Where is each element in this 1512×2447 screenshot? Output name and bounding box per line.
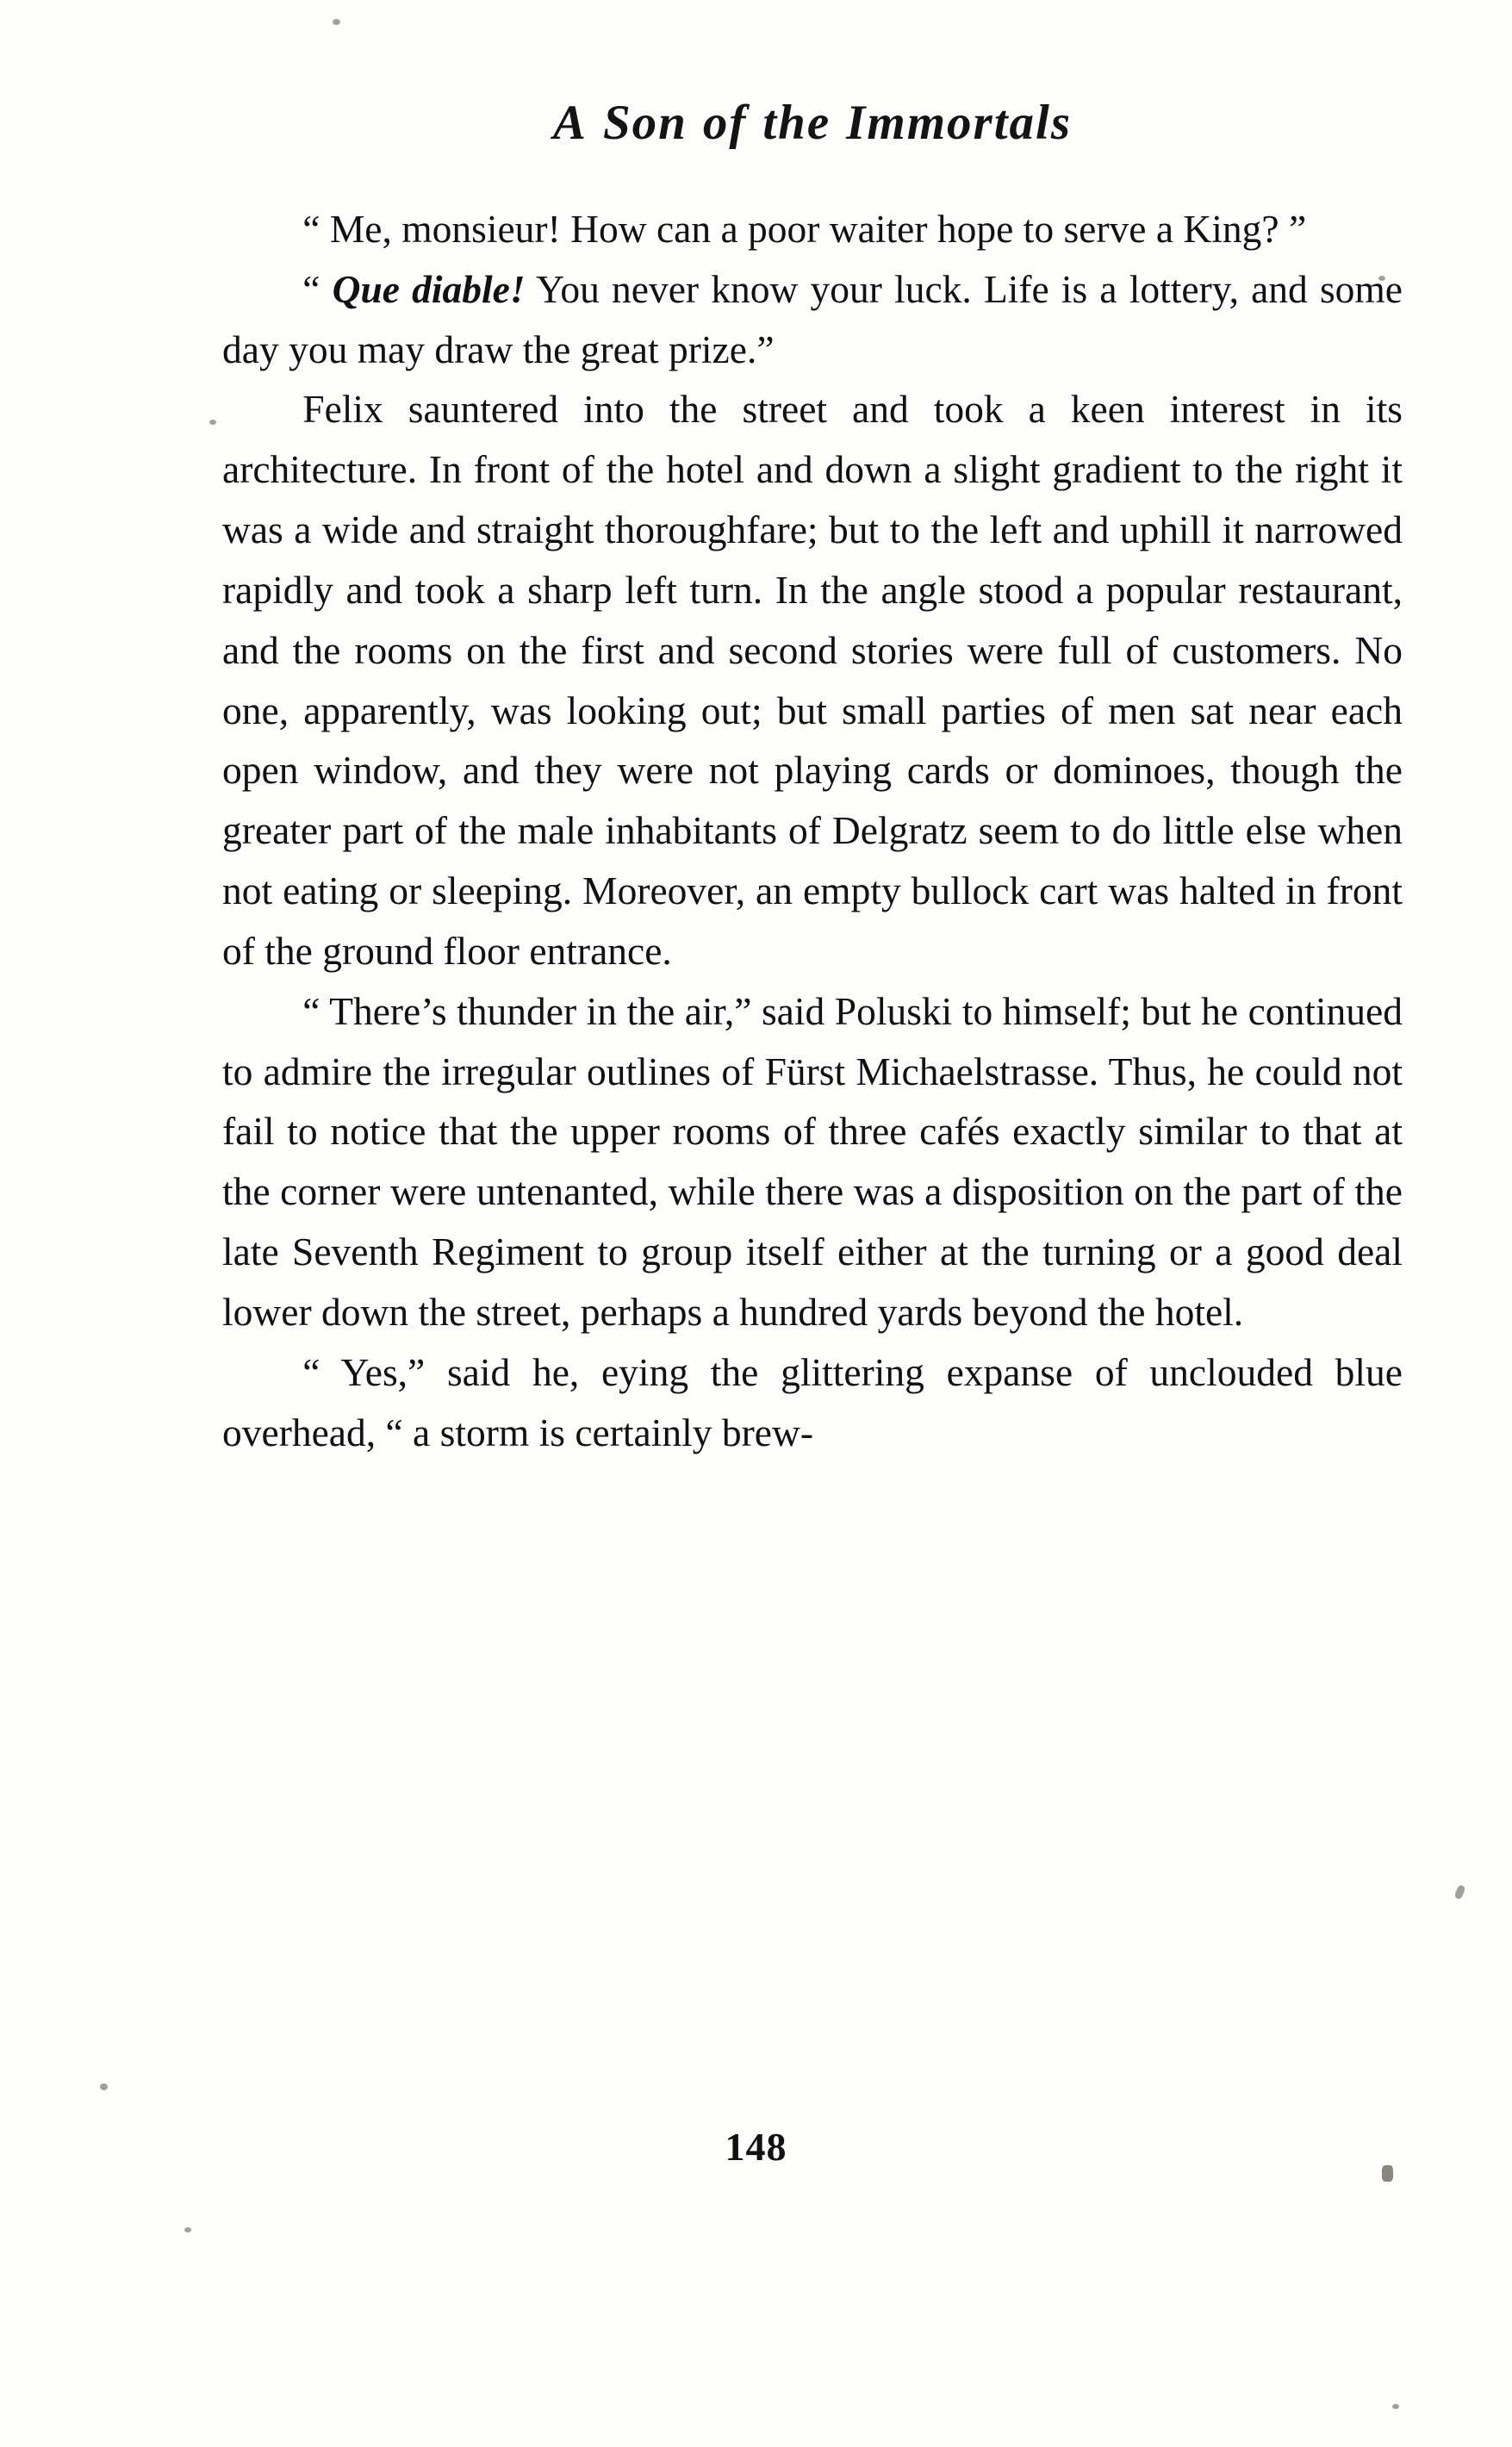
paragraph: “ There’s thunder in the air,” said Poluski to himself; but he continued to admire the irregular outlines of Fürst Michaelstrasse. Thus, he could not fail to notice that the upper rooms of three cafés exactly similar to that at the corner were untenanted, while there was a disposition on the part of the late Seventh Regiment to group itself either at the turning or a good deal lower down the street, perhaps a hundred yards beyond the hotel. [222,988,1403,1334]
running-head-word: A [552,96,588,150]
running-head [222,95,1403,151]
running-head-word: the [762,96,831,150]
page-number: 148 [725,2125,787,2169]
scan-speck [333,19,340,25]
paragraph-rest: You never know your luck. Life is a lottery, and some day you may draw the great prize.” [222,266,1403,371]
scan-speck [100,2083,108,2090]
paragraph: Felix sauntered into the street and took a keen interest in its architecture. In front of the hotel and down a slight gradient to the right it was a wide and straight thoroughfare; but to the left and uphill it narrowed rapidly and took a sharp left turn. In the angle stood a popular restaurant, and the rooms on the first and second stories were full of customers. No one, apparently, was looking out; but small parties of men sat near each open window, and they were not playing cards or dominoes, though the greater part of the male inhabitants of Delgratz seem to do little else when not eating or sleeping. Moreover, an empty bullock cart was halted in front of the ground floor entrance. [222,387,1403,973]
running-head-word: Son [602,96,688,150]
text-block [222,95,1403,1462]
paragraph [222,259,1403,380]
scan-speck [184,2227,191,2232]
scan-speck [1453,1884,1465,1900]
scan-speck [1392,2404,1399,2409]
italic-phrase: Que diable! [332,266,526,311]
scan-speck [209,420,216,425]
paragraph: “ Me, monsieur! How can a poor waiter hope to serve a King? ” [302,207,1307,251]
paragraph-lead-quote: “ [302,266,333,311]
paragraph: “ Yes,” said he, eying the glittering expanse of unclouded blue overhead, “ a storm is certainly brew- [222,1349,1403,1454]
running-head-word: Immortals [846,96,1073,150]
running-head-word: of [702,96,748,150]
body-text [222,199,1403,1462]
